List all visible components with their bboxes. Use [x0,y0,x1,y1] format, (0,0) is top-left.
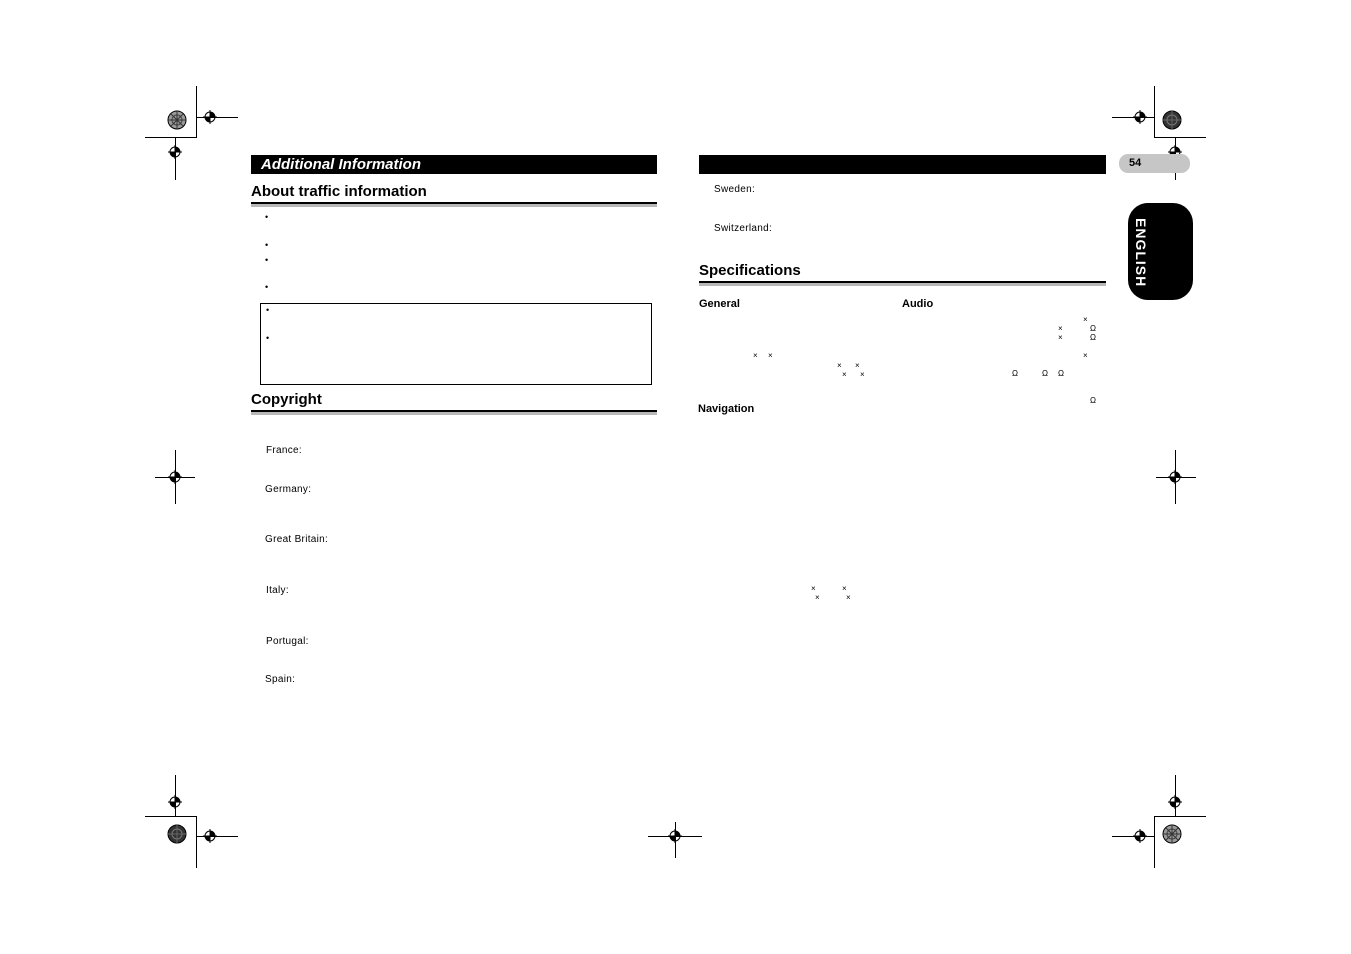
registration-mark-icon [203,829,217,843]
bullet: • [265,240,269,250]
bullet: • [265,255,269,265]
registration-mark-icon [203,110,217,124]
times-symbol: × [1058,333,1063,342]
general-subheading: General [699,298,740,310]
registration-mark-icon [1168,795,1182,809]
times-symbol: × [811,584,816,593]
country-italy: Italy: [266,585,289,596]
density-disc-icon [1162,110,1182,130]
note-bullet: • [266,305,270,315]
registration-mark-icon [1133,829,1147,843]
registration-mark-icon [1133,110,1147,124]
traffic-heading: About traffic information [251,183,427,200]
copyright-heading: Copyright [251,391,322,408]
country-great-britain: Great Britain: [265,534,329,545]
heading-rule [251,410,657,415]
section-title-bar: Additional Information [251,155,657,174]
heading-rule [699,281,1106,286]
times-symbol: × [1058,324,1063,333]
ohm-symbol: Ω [1090,324,1096,333]
audio-subheading: Audio [902,298,934,310]
times-symbol: × [855,361,860,370]
times-symbol: × [842,584,847,593]
registration-mark-icon [168,145,182,159]
country-france: France: [266,445,303,456]
country-switzerland: Switzerland: [714,223,773,234]
times-symbol: × [753,351,758,360]
registration-mark-icon [668,829,682,843]
bullet: • [265,212,269,222]
section-bar-right [699,155,1106,174]
bullet: • [265,282,269,292]
page-number: 54 [1119,154,1190,173]
ohm-symbol: Ω [1058,369,1064,378]
density-disc-icon [167,824,187,844]
density-disc-icon [167,110,187,130]
times-symbol: × [1083,351,1088,360]
times-symbol: × [860,370,865,379]
times-symbol: × [1083,315,1088,324]
registration-mark-icon [168,470,182,484]
heading-rule [251,202,657,207]
density-disc-icon [1162,824,1182,844]
specifications-heading: Specifications [699,262,801,279]
note-bullet: • [266,333,270,343]
country-portugal: Portugal: [266,636,309,647]
ohm-symbol: Ω [1090,333,1096,342]
navigation-subheading: Navigation [698,403,755,415]
registration-mark-icon [1168,470,1182,484]
times-symbol: × [815,593,820,602]
times-symbol: × [846,593,851,602]
note-box [260,303,652,385]
registration-mark-icon [168,795,182,809]
language-tab-label: ENGLISH [1133,218,1149,288]
times-symbol: × [768,351,773,360]
country-spain: Spain: [265,674,296,685]
ohm-symbol: Ω [1090,396,1096,405]
country-sweden: Sweden: [714,184,756,195]
times-symbol: × [837,361,842,370]
country-germany: Germany: [265,484,312,495]
ohm-symbol: Ω [1042,369,1048,378]
times-symbol: × [842,370,847,379]
ohm-symbol: Ω [1012,369,1018,378]
